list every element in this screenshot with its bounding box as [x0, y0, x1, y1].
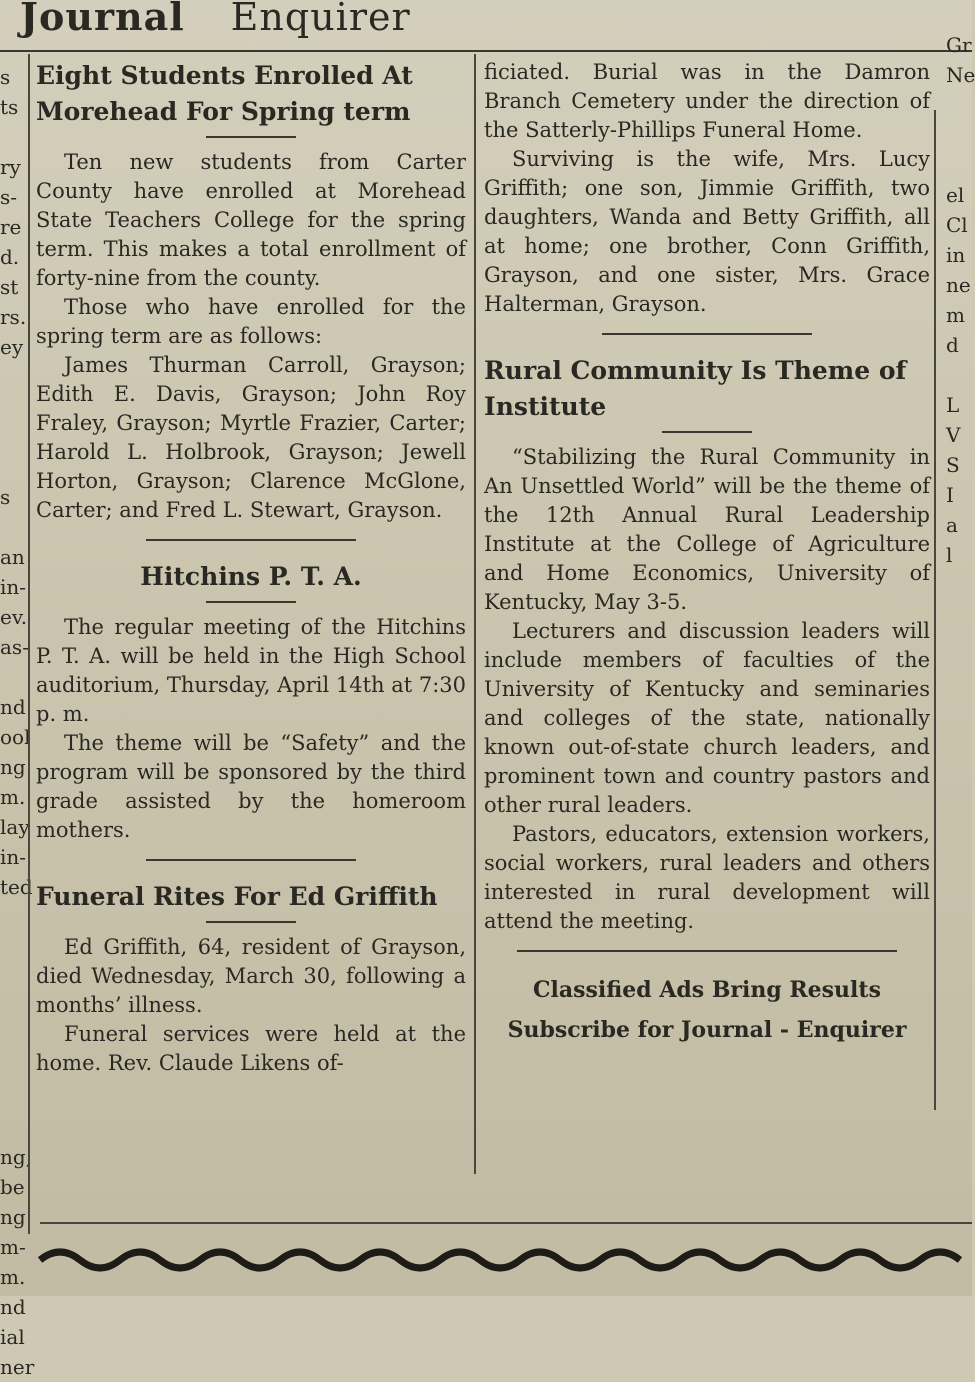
edge-fragment: ev. [0, 605, 28, 629]
edge-fragment: be [0, 1175, 25, 1199]
column-rule-right [934, 110, 936, 1110]
headline-students-enrolled: Eight Students Enrolled At Morehead For Spring term [36, 61, 413, 126]
column-2 [484, 58, 930, 1228]
story-funeral [36, 879, 466, 1078]
edge-fragment: ne [946, 273, 971, 297]
paragraph: “Stabilizing the Rural Community in An Unsettled World” will be the theme of the 12th Annual Rural Leadership Institute at the College of Agriculture and Home Economics, University of Kentucky, May 3-5. [484, 445, 930, 614]
edge-fragment: L [946, 393, 960, 417]
paragraph: Pastors, educators, extension workers, social workers, rural leaders and others interested in rural development will attend the meeting. [484, 822, 930, 933]
edge-fragment: m. [0, 1265, 26, 1289]
edge-fragment: ial [0, 1325, 25, 1349]
edge-fragment: ted [0, 875, 33, 899]
edge-fragment: ner [0, 1355, 35, 1379]
edge-fragment: Gr [946, 33, 972, 57]
edge-fragment: s [0, 485, 11, 509]
headline-rule [206, 921, 296, 923]
edge-fragment: ool [0, 725, 31, 749]
paragraph: Ten new students from Carter County have enrolled at Morehead State Teachers College for the spring term. This makes a total enrollment of forty-nine from the county. [36, 150, 466, 290]
story-separator [602, 333, 812, 335]
house-ads [484, 970, 930, 1050]
edge-fragment: in- [0, 845, 27, 869]
edge-fragment [0, 992, 30, 1022]
edge-fragment [0, 392, 30, 422]
story-separator [146, 859, 356, 861]
story-pta [36, 559, 466, 845]
edge-fragment: nd [0, 695, 26, 719]
paragraph: The regular meeting of the Hitchins P. T. A. will be held in the High School auditorium, Thursday, April 14th at 7:30 p. m. [36, 615, 466, 726]
edge-fragment [0, 1022, 30, 1052]
headline-rule [206, 601, 296, 603]
story-funeral-continued [484, 58, 930, 319]
edge-fragment: s [0, 65, 11, 89]
edge-fragment: s- [0, 185, 18, 209]
ad-subscribe: Subscribe for Journal - Enquirer [507, 1017, 907, 1043]
edge-fragment: Cl [946, 213, 968, 237]
edge-fragment: Ne [946, 63, 975, 87]
headline-pta: Hitchins P. T. A. [140, 562, 362, 591]
headline-rule [662, 431, 752, 433]
edge-fragment [0, 362, 30, 392]
edge-fragment: lay [0, 815, 30, 839]
edge-fragment [0, 932, 30, 962]
left-edge-fragments [0, 62, 35, 1382]
edge-fragment: I [946, 483, 954, 507]
paragraph: Surviving is the wife, Mrs. Lucy Griffith; one son, Jimmie Griffith, two daughters, Wanda and Betty Griffith, all at home; one brother, Conn Griffith, Grayson, and one sister, Mrs. Grace Halterman, Grayson. [484, 147, 930, 316]
edge-fragment [946, 150, 972, 180]
headline-funeral: Funeral Rites For Ed Griffith [36, 882, 438, 911]
edge-fragment: l [946, 543, 953, 567]
edge-fragment [0, 452, 30, 482]
edge-fragment [0, 902, 30, 932]
edge-fragment: el [946, 183, 965, 207]
edge-fragment: ng, [0, 1145, 33, 1169]
edge-fragment [0, 1052, 30, 1082]
decorative-wave-border [40, 1238, 972, 1278]
edge-fragment: ng [0, 1205, 26, 1229]
edge-fragment [0, 1112, 30, 1142]
edge-fragment [946, 120, 972, 150]
edge-fragment: an [0, 545, 25, 569]
edge-fragment [0, 662, 30, 692]
edge-fragment [0, 422, 30, 452]
edge-fragment: in [946, 243, 966, 267]
edge-fragment: st [0, 275, 19, 299]
edge-fragment: ng [0, 755, 26, 779]
edge-fragment: rs. [0, 305, 27, 329]
edge-fragment: in- [0, 575, 27, 599]
story-separator [517, 950, 897, 952]
column-1 [36, 58, 466, 1228]
edge-fragment: m. [0, 785, 26, 809]
column-rule-middle [474, 54, 476, 1174]
edge-fragment [0, 962, 30, 992]
paragraph: James Thurman Carroll, Grayson; Edith E. Davis, Grayson; John Roy Fraley, Grayson; Myrtle Frazier, Carter; Harold L. Holbrook, Grayson; Jewell Horton, Grayson; Clarence McGlone, Carter; and Fred L. Stewart, Grayson. [36, 353, 466, 522]
edge-fragment: ey [0, 335, 24, 359]
paragraph: Ed Griffith, 64, resident of Grayson, died Wednesday, March 30, following a months’ illness. [36, 935, 466, 1017]
paragraph: ficiated. Burial was in the Damron Branch Cemetery under the direction of the Satterly-Phillips Funeral Home. [484, 60, 930, 142]
paragraph: The theme will be “Safety” and the program will be sponsored by the third grade assisted by the homeroom mothers. [36, 731, 466, 842]
paragraph: Funeral services were held at the home. Rev. Claude Likens of- [36, 1022, 466, 1075]
edge-fragment [0, 122, 30, 152]
paragraph: Lecturers and discussion leaders will include members of faculties of the University of Kentucky and seminaries and colleges of the state, nationally known out-of-state church leaders, and prominent town and country pastors and other rural leaders. [484, 619, 930, 817]
masthead-rule [0, 50, 972, 52]
edge-fragment: ry [0, 155, 21, 179]
edge-fragment: d [946, 333, 959, 357]
masthead-journal: Journal [20, 0, 185, 39]
edge-fragment [0, 512, 30, 542]
edge-fragment: re [0, 215, 22, 239]
edge-fragment: a [946, 513, 958, 537]
edge-fragment: V [946, 423, 961, 447]
edge-fragment: m- [0, 1235, 26, 1259]
headline-rural-institute: Rural Community Is Theme of Institute [484, 356, 907, 421]
edge-fragment: nd [0, 1295, 26, 1319]
edge-fragment [946, 360, 972, 390]
masthead-enquirer: Enquirer [230, 0, 411, 39]
edge-fragment: as- [0, 635, 29, 659]
masthead [20, 0, 411, 44]
story-separator [146, 539, 356, 541]
story-rural-institute [484, 353, 930, 936]
edge-fragment [0, 1082, 30, 1112]
ad-classified: Classified Ads Bring Results [533, 977, 881, 1003]
column-rule-left [28, 54, 30, 1234]
headline-rule [206, 136, 296, 138]
edge-fragment [946, 90, 972, 120]
edge-fragment: d. [0, 245, 20, 269]
right-edge-fragments [946, 30, 975, 570]
edge-fragment: S [946, 453, 960, 477]
story-students-enrolled [36, 58, 466, 525]
paragraph: Those who have enrolled for the spring term are as follows: [36, 295, 466, 348]
edge-fragment: m [946, 303, 965, 327]
edge-fragment: ts [0, 95, 19, 119]
